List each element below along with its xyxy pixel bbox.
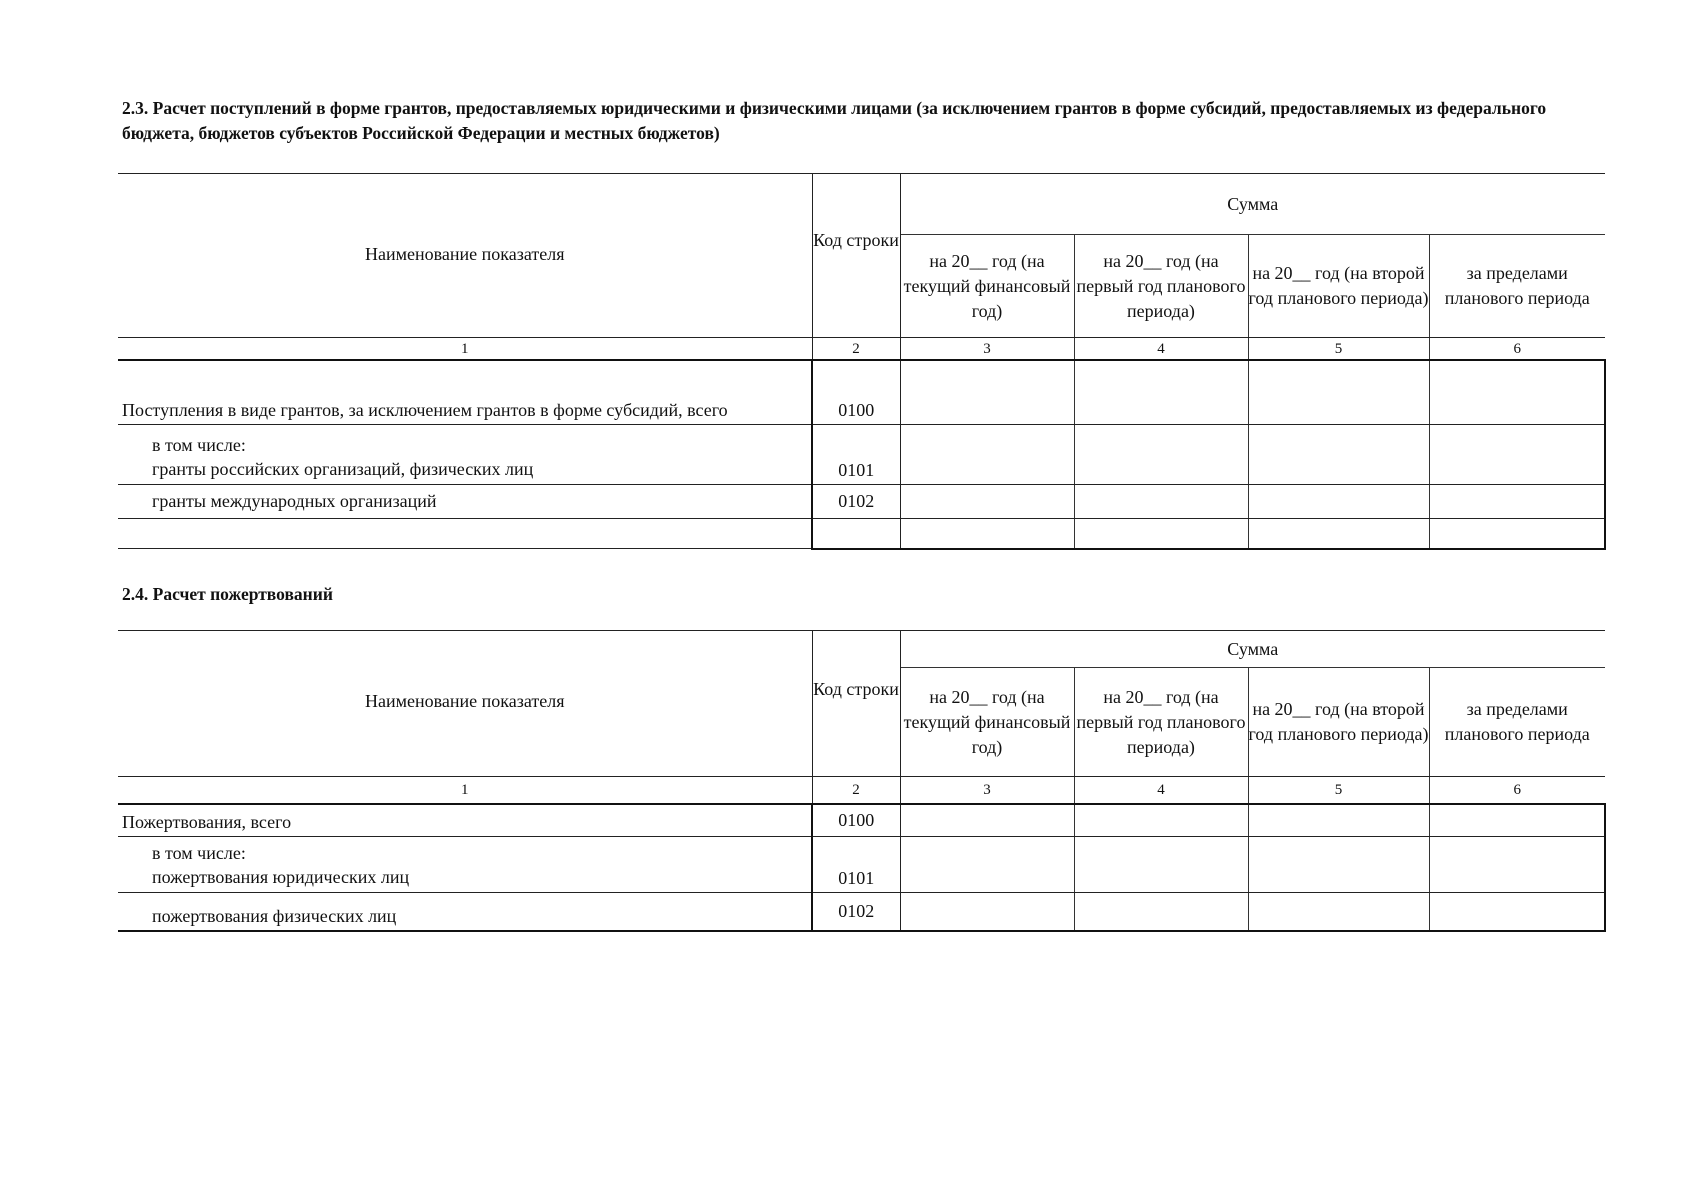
value-cell[interactable] (1074, 425, 1248, 485)
table-row (118, 519, 1605, 549)
value-cell[interactable] (1248, 893, 1429, 932)
value-cell[interactable] (1248, 485, 1429, 519)
table-row (118, 837, 1605, 893)
header-col4: на 20__ год (на первый год планового периода) (1074, 235, 1248, 338)
index-5: 5 (1248, 338, 1429, 361)
table-row (118, 485, 1605, 519)
section-2-3-title: 2.3. Расчет поступлений в форме грантов, предоставляемых юридическими и физическими лицами (за исключением грантов в форме субсидий, предоставляемых из федерального бюджета, бюджетов субъектов Российской Федерации и местных бюджетов) (122, 98, 1547, 143)
value-cell[interactable] (1074, 837, 1248, 893)
index-1: 1 (118, 777, 812, 805)
row-name: пожертвования юридических лиц (152, 867, 410, 887)
header-col5: на 20__ год (на второй год планового периода) (1248, 235, 1429, 338)
value-cell[interactable] (1248, 519, 1429, 549)
value-cell[interactable] (1074, 360, 1248, 425)
header-col6: за пределами планового периода (1429, 668, 1605, 777)
value-cell[interactable] (1429, 519, 1605, 549)
index-5: 5 (1248, 777, 1429, 805)
value-cell[interactable] (1248, 360, 1429, 425)
value-cell[interactable] (1429, 804, 1605, 837)
value-cell[interactable] (1074, 893, 1248, 932)
header-code: Код строки (812, 631, 900, 777)
value-cell[interactable] (1429, 485, 1605, 519)
value-cell[interactable] (1248, 804, 1429, 837)
row-code: 0102 (812, 893, 900, 932)
value-cell[interactable] (900, 360, 1074, 425)
row-name: Пожертвования, всего (118, 804, 812, 837)
index-3: 3 (900, 777, 1074, 805)
value-cell[interactable] (1248, 837, 1429, 893)
section-2-4-title: 2.4. Расчет пожертвований (122, 584, 333, 604)
row-code: 0102 (812, 485, 900, 519)
index-2: 2 (812, 338, 900, 361)
row-prefix: в том числе: (152, 843, 246, 863)
value-cell[interactable] (900, 519, 1074, 549)
table-row (118, 425, 1605, 485)
grants-table (118, 173, 1606, 550)
value-cell[interactable] (1429, 360, 1605, 425)
row-code: 0101 (812, 425, 900, 485)
header-name: Наименование показателя (118, 631, 812, 777)
header-sum: Сумма (900, 174, 1605, 235)
row-name: Поступления в виде грантов, за исключением грантов в форме субсидий, всего (118, 360, 812, 425)
header-col3: на 20__ год (на текущий финансовый год) (900, 668, 1074, 777)
donations-table (118, 630, 1606, 932)
value-cell[interactable] (1248, 425, 1429, 485)
index-4: 4 (1074, 777, 1248, 805)
index-6: 6 (1513, 782, 1521, 798)
empty-cell (812, 519, 900, 549)
row-prefix: в том числе: (152, 435, 246, 455)
value-cell[interactable] (900, 804, 1074, 837)
index-1: 1 (118, 338, 812, 361)
header-col4: на 20__ год (на первый год планового периода) (1074, 668, 1248, 777)
value-cell[interactable] (900, 425, 1074, 485)
index-4: 4 (1074, 338, 1248, 361)
header-col6: за пределами планового периода (1429, 235, 1605, 338)
table-row (118, 893, 1605, 932)
row-name: пожертвования физических лиц (118, 893, 812, 932)
row-code: 0100 (812, 804, 900, 837)
index-6: 6 (1429, 338, 1605, 361)
row-name: гранты международных организаций (118, 485, 812, 519)
row-code: 0100 (812, 360, 900, 425)
value-cell[interactable] (900, 893, 1074, 932)
row-code: 0101 (812, 837, 900, 893)
value-cell[interactable] (1074, 804, 1248, 837)
value-cell[interactable] (1429, 425, 1605, 485)
header-sum: Сумма (900, 631, 1605, 668)
index-2: 2 (812, 777, 900, 805)
value-cell[interactable] (900, 485, 1074, 519)
value-cell[interactable] (1429, 893, 1605, 932)
table-row (118, 804, 1605, 837)
value-cell[interactable] (1429, 837, 1605, 893)
header-col5: на 20__ год (на второй год планового периода) (1248, 668, 1429, 777)
header-col3: на 20__ год (на текущий финансовый год) (900, 235, 1074, 338)
header-code: Код строки (812, 174, 900, 338)
row-name: гранты российских организаций, физических лиц (152, 459, 534, 479)
value-cell[interactable] (900, 837, 1074, 893)
index-3: 3 (900, 338, 1074, 361)
value-cell[interactable] (1074, 519, 1248, 549)
value-cell[interactable] (1074, 485, 1248, 519)
table-row (118, 360, 1605, 425)
header-name: Наименование показателя (118, 174, 812, 338)
